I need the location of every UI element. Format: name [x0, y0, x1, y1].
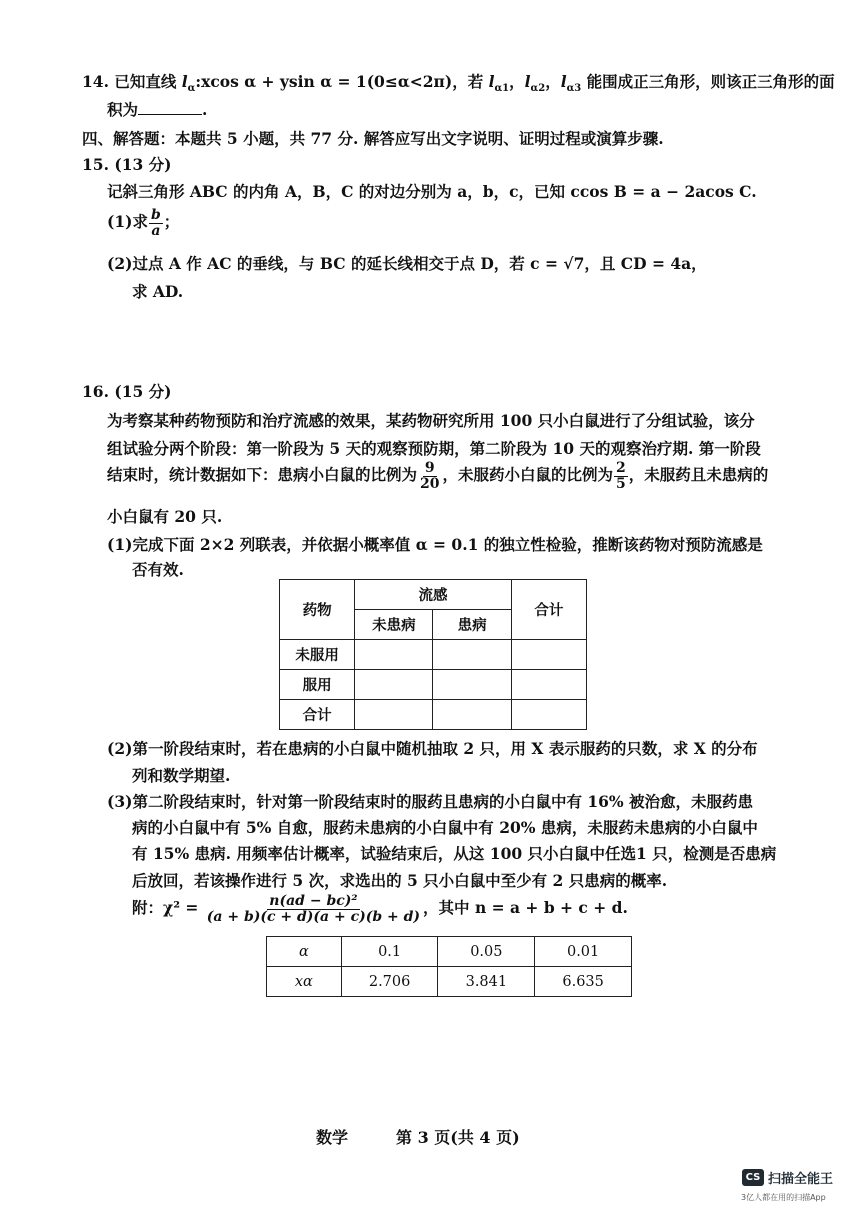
- watermark-title: 扫描全能王: [768, 1172, 834, 1187]
- table-row: [280, 640, 587, 670]
- critical-value-table: [266, 936, 632, 997]
- watermark-subtitle: 3亿人都在用的扫描App: [741, 1193, 826, 1202]
- q16-part1-line1: (1)完成下面 2×2 列联表，并依据小概率值 α = 0.1 的独立性检验，推断该药物对预防流感是: [107, 535, 763, 554]
- q16-part2-line1: (2)第一阶段结束时，若在患病的小白鼠中随机抽取 2 只，用 X 表示服药的只数，求 X 的分布: [107, 739, 758, 758]
- table-cell: [433, 700, 511, 730]
- table-cell: 0.05: [438, 937, 535, 967]
- q16-text-line1: 为考察某种药物预防和治疗流感的效果，某药物研究所用 100 只小白鼠进行了分组试验，该分: [107, 411, 755, 430]
- q15-header: 15. (13 分): [82, 155, 172, 174]
- q16-part3-line1: (3)第二阶段结束时，针对第一阶段结束时的服药且患病的小白鼠中有 16% 被治愈，未服药患: [107, 792, 754, 811]
- answer-blank: [138, 100, 202, 115]
- table-cell: [433, 640, 511, 670]
- appendix-formula: 附：χ² = $\frac{\text{n(ad − bc)²}}{(a + b)(c + d)(a + c)(b + d)}$ ，其中 n = a + b + c + d.: [132, 893, 628, 925]
- section-4-header: 四、解答题：本题共 5 小题，共 77 分. 解答应写出文字说明、证明过程或演算步骤.: [82, 129, 664, 148]
- table-row: [267, 967, 632, 997]
- header-not-sick: 未患病: [355, 610, 433, 640]
- q15-stem: 记斜三角形 ABC 的内角 A，B，C 的对边分别为 a，b，c，已知 ccos B = a − 2acos C.: [107, 182, 757, 201]
- q16-text-line4: 小白鼠有 20 只.: [107, 507, 223, 526]
- table-cell: [355, 670, 433, 700]
- page-footer: 数学 第 3 页(共 4 页): [316, 1128, 520, 1147]
- q16-part3-line4: 后放回，若该操作进行 5 次，求选出的 5 只小白鼠中至少有 2 只患病的概率.: [132, 871, 668, 890]
- q16-text-line3: 结束时，统计数据如下：患病小白鼠的比例为 $\frac{9}{20}$ ，未服药小白鼠的比例为 $\frac{2}{5}$ ，未服药且未患病的: [107, 460, 769, 492]
- header-flu: 流感: [355, 580, 512, 610]
- table-cell: 0.01: [535, 937, 632, 967]
- chi-square-fraction: $\frac{\text{n(ad − bc)²}}{(a + b)(c + d)(a + c)(b + d)}$: [206, 893, 421, 925]
- table-row: [280, 670, 587, 700]
- table-row: [267, 937, 632, 967]
- header-sick: 患病: [433, 610, 511, 640]
- header-total: 合计: [511, 580, 586, 640]
- table-row: [280, 700, 587, 730]
- q15-part1: (1)求 $\frac{b}{a}$ ；: [107, 207, 180, 239]
- table-cell: 2.706: [341, 967, 438, 997]
- table-cell: [511, 700, 586, 730]
- q16-part3-line2: 病的小白鼠中有 5% 自愈，服药未患病的小白鼠中有 20% 患病，未服药未患病的小白鼠中: [132, 818, 758, 837]
- fraction-9-over-20: $\frac{9}{20}$: [420, 460, 440, 492]
- q15-part2-line2: 求 AD.: [132, 282, 184, 301]
- q14-line1: 14. 已知直线 $l_\alpha:xcos$ α + ysin α = 1(0≤α<2π)，若 $l_{\alpha 1}$，$l_{\alpha 2}$，$l_{\alpha 3}$ 能围成正三角形，则该正三角形的面: [82, 72, 835, 95]
- table-cell: [433, 670, 511, 700]
- q16-part2-line2: 列和数学期望.: [132, 766, 231, 785]
- row-label: 服用: [280, 670, 355, 700]
- fraction-b-over-a: $\frac{b}{a}$: [150, 207, 161, 239]
- table-cell: [511, 640, 586, 670]
- row-label: 合计: [280, 700, 355, 730]
- q16-part3-line3: 有 15% 患病. 用频率估计概率，试验结束后，从这 100 只小白鼠中任选1 只，检测是否患病: [132, 844, 777, 863]
- q14-line2: 积为 .: [107, 100, 208, 119]
- fraction-2-over-5: $\frac{2}{5}$: [616, 460, 626, 492]
- header-drug: 药物: [280, 580, 355, 640]
- q16-header: 16. (15 分): [82, 382, 172, 401]
- table-cell: 6.635: [535, 967, 632, 997]
- camscanner-logo-icon: CS: [742, 1169, 764, 1186]
- x-alpha-label: xα: [267, 967, 342, 997]
- q16-part1-line2: 否有效.: [132, 560, 184, 579]
- contingency-table: [279, 579, 587, 730]
- table-cell: [355, 700, 433, 730]
- q16-text-line2: 组试验分两个阶段：第一阶段为 5 天的观察预防期，第二阶段为 10 天的观察治疗期. 第一阶段: [107, 439, 761, 458]
- table-cell: 3.841: [438, 967, 535, 997]
- table-cell: 0.1: [341, 937, 438, 967]
- row-label: 未服用: [280, 640, 355, 670]
- q15-part2-line1: (2)过点 A 作 AC 的垂线，与 BC 的延长线相交于点 D，若 c = √7，且 CD = 4a，: [107, 254, 707, 273]
- table-cell: [355, 640, 433, 670]
- alpha-label: α: [267, 937, 342, 967]
- table-cell: [511, 670, 586, 700]
